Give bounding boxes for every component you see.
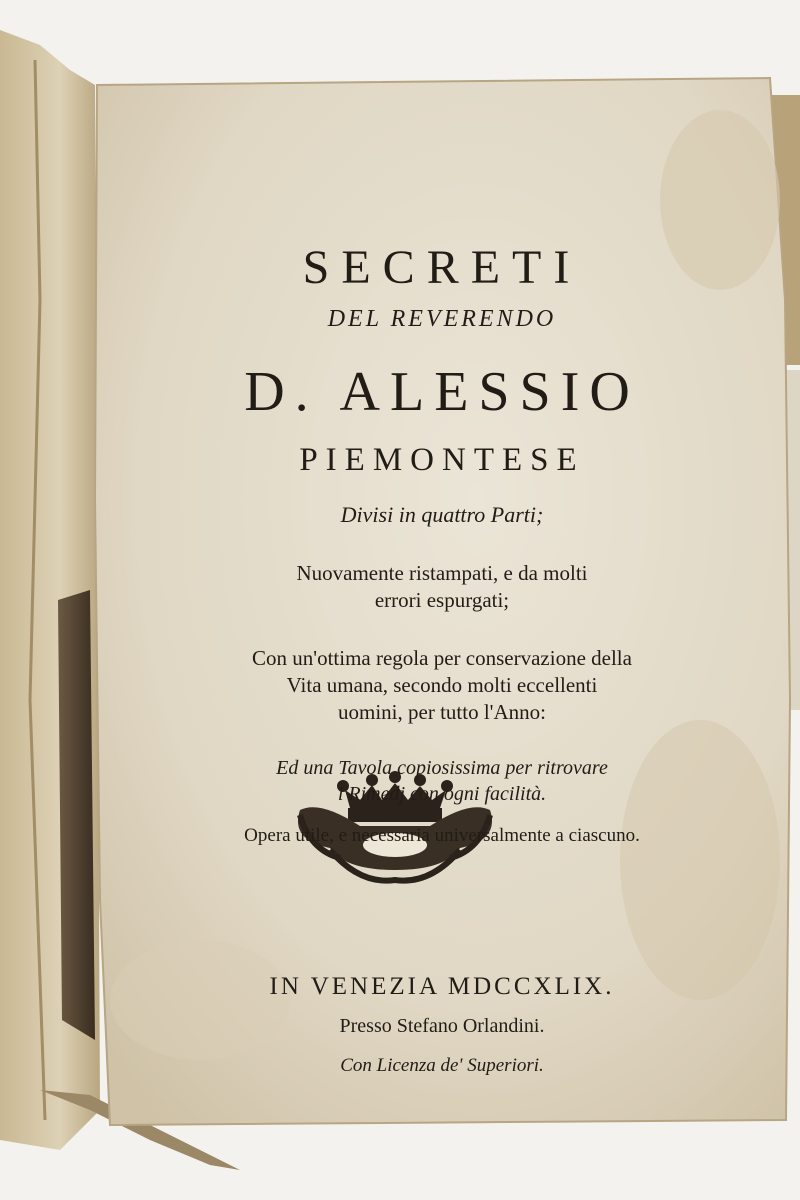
binding-gutter: [58, 590, 95, 1040]
rule-line: Vita umana, secondo molti eccellenti: [286, 673, 598, 697]
author-name: D. ALESSIO: [244, 361, 640, 423]
rule-note: [97, 645, 787, 726]
printer-line: Presso Stefano Orlandini.: [339, 1015, 545, 1037]
index-note: [97, 755, 787, 807]
imprint-city-date: IN VENEZIA MDCCXLIX.: [269, 973, 615, 1000]
index-line: Ed una Tavola copiosissima per ritrovare: [276, 757, 608, 779]
parts-line: Divisi in quattro Parti;: [340, 502, 544, 527]
reprint-line: Nuovamente ristampati, e da molti: [296, 561, 588, 585]
rule-line: uomini, per tutto l'Anno:: [338, 700, 546, 724]
reprint-line: errori espurgati;: [374, 588, 510, 612]
utility-note: Opera utile, e necessaria universalmente a ciascuno.: [244, 825, 640, 846]
book-subtitle: DEL REVERENDO: [327, 306, 557, 332]
license-line: Con Licenza de' Superiori.: [340, 1055, 544, 1076]
index-line: i Rimedj con ogni facilità.: [337, 783, 547, 805]
title-page: [97, 80, 787, 1125]
book-title: SECRETI: [302, 241, 582, 294]
author-place: PIEMONTESE: [299, 442, 585, 478]
reprint-note: [97, 560, 787, 614]
rule-line: Con un'ottima regola per conservazione della: [252, 646, 632, 670]
